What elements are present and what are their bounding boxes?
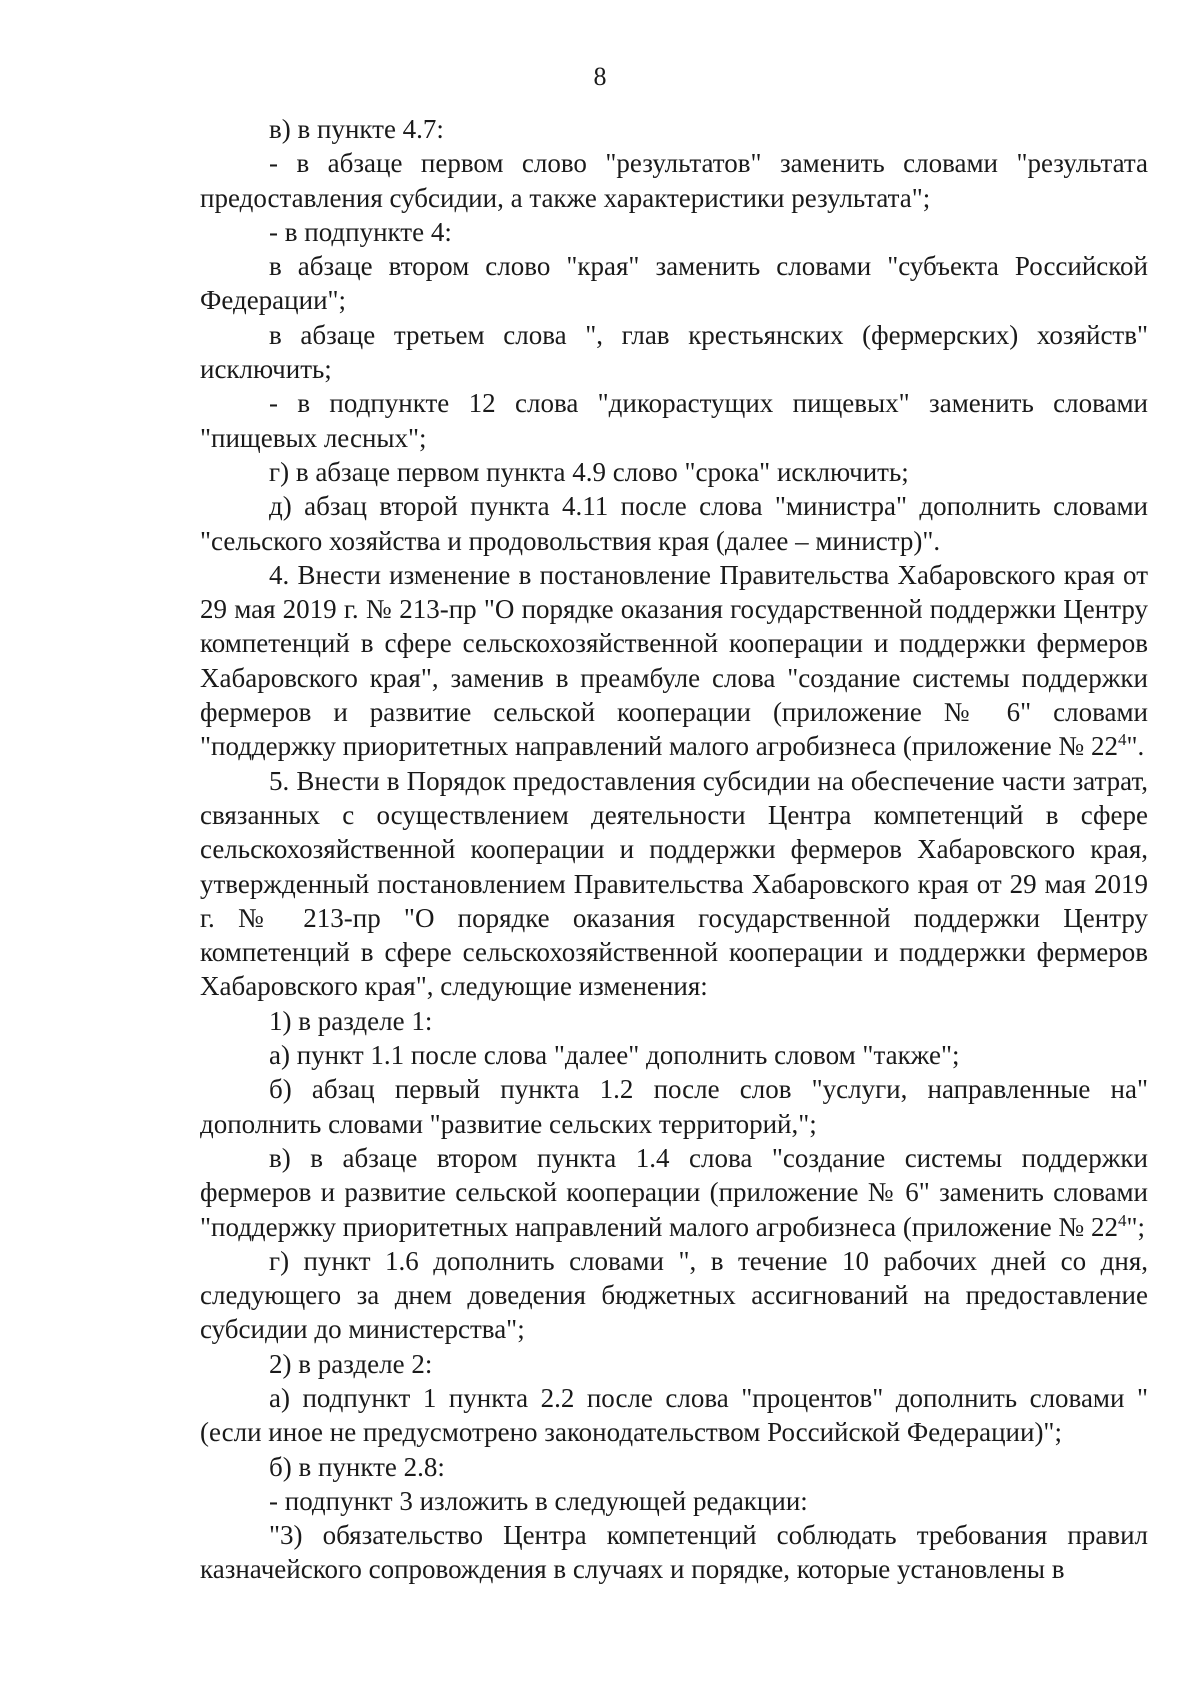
- paragraph: д) абзац второй пункта 4.11 после слова "министра" дополнить словами "сельского хозяйства и продовольствия края (далее – министр)".: [200, 491, 1148, 556]
- paragraph-suffix: ";: [1126, 1211, 1145, 1242]
- paragraph-text: 4. Внести изменение в постановление Правительства Хабаровского края от 29 мая 2019 г. № 213-пр "О порядке оказания государственной поддержки Центру компетенций в сфере сельскохозяйственной кооперации и поддержки фермеров Хабаровского края", заменив в преамбуле слова "создание системы поддержки фермеров и развитие сельской кооперации (приложение № 6" словами "поддержку приоритетных направлений малого агробизнеса (приложение № 22: [200, 559, 1148, 762]
- paragraph: а) подпункт 1 пункта 2.2 после слова "процентов" дополнить словами "(если иное не предусмотрено законодательством Российской Федерации)";: [200, 1382, 1148, 1448]
- page-number: 8: [593, 62, 607, 91]
- paragraph-item-5: 5. Внести в Порядок предоставления субсидии на обеспечение части затрат, связанных с осуществлением деятельности Центра компетенций в сфере сельскохозяйственной кооперации и поддержки фермеров Хабаровского края, утвержденный постановлением Правительства Хабаровского края от 29 мая 2019 г. № 213-пр "О порядке оказания государственной поддержки Центру компетенций в сфере сельскохозяйственной кооперации и поддержки фермеров Хабаровского края", следующие изменения:: [200, 765, 1148, 1002]
- paragraph: - в подпункте 12 слова "дикорастущих пищевых" заменить словами "пищевых лесных";: [200, 388, 1148, 453]
- paragraph: 2) в разделе 2:: [269, 1348, 433, 1379]
- paragraph-item-4: [200, 558, 1148, 764]
- paragraph: г) пункт 1.6 дополнить словами ", в течение 10 рабочих дней со дня, следующего за днем доведения бюджетных ассигнований на предоставление субсидии до министерства";: [200, 1245, 1148, 1345]
- paragraph: - подпункт 3 изложить в следующей редакции:: [269, 1485, 808, 1516]
- paragraph-suffix: ".: [1126, 731, 1145, 762]
- paragraph: в абзаце третьем слова ", глав крестьянских (фермерских) хозяйств" исключить;: [200, 319, 1148, 385]
- paragraph: б) абзац первый пункта 1.2 после слов "услуги, направленные на" дополнить словами "развитие сельских территорий,";: [200, 1074, 1148, 1139]
- paragraph: в) в пункте 4.7:: [269, 114, 444, 144]
- paragraph: а) пункт 1.1 после слова "далее" дополнить словом "также";: [269, 1040, 960, 1071]
- paragraph: [200, 1141, 1148, 1244]
- paragraph: г) в абзаце первом пункта 4.9 слово "срока" исключить;: [269, 456, 909, 487]
- paragraph: б) в пункте 2.8:: [269, 1451, 445, 1482]
- paragraph-text: в) в абзаце втором пункта 1.4 слова "создание системы поддержки фермеров и развитие сельской кооперации (приложение № 6" заменить словами "поддержку приоритетных направлений малого агробизнеса (приложение № 22: [200, 1142, 1148, 1242]
- superscript: 4: [1117, 730, 1127, 750]
- paragraph: - в подпункте 4:: [269, 216, 452, 247]
- paragraph: в абзаце втором слово "края" заменить словами "субъекта Российской Федерации";: [200, 251, 1148, 316]
- superscript: 4: [1117, 1210, 1127, 1230]
- paragraph: 1) в разделе 1:: [269, 1005, 433, 1036]
- paragraph: - в абзаце первом слово "результатов" заменить словами "результата предоставления субсидии, а также характеристики результата";: [200, 148, 1148, 213]
- document-body: [200, 112, 1148, 1587]
- paragraph: "3) обязательство Центра компетенций соблюдать требования правил казначейского сопровождения в случаях и порядке, которые установлены в: [200, 1520, 1148, 1585]
